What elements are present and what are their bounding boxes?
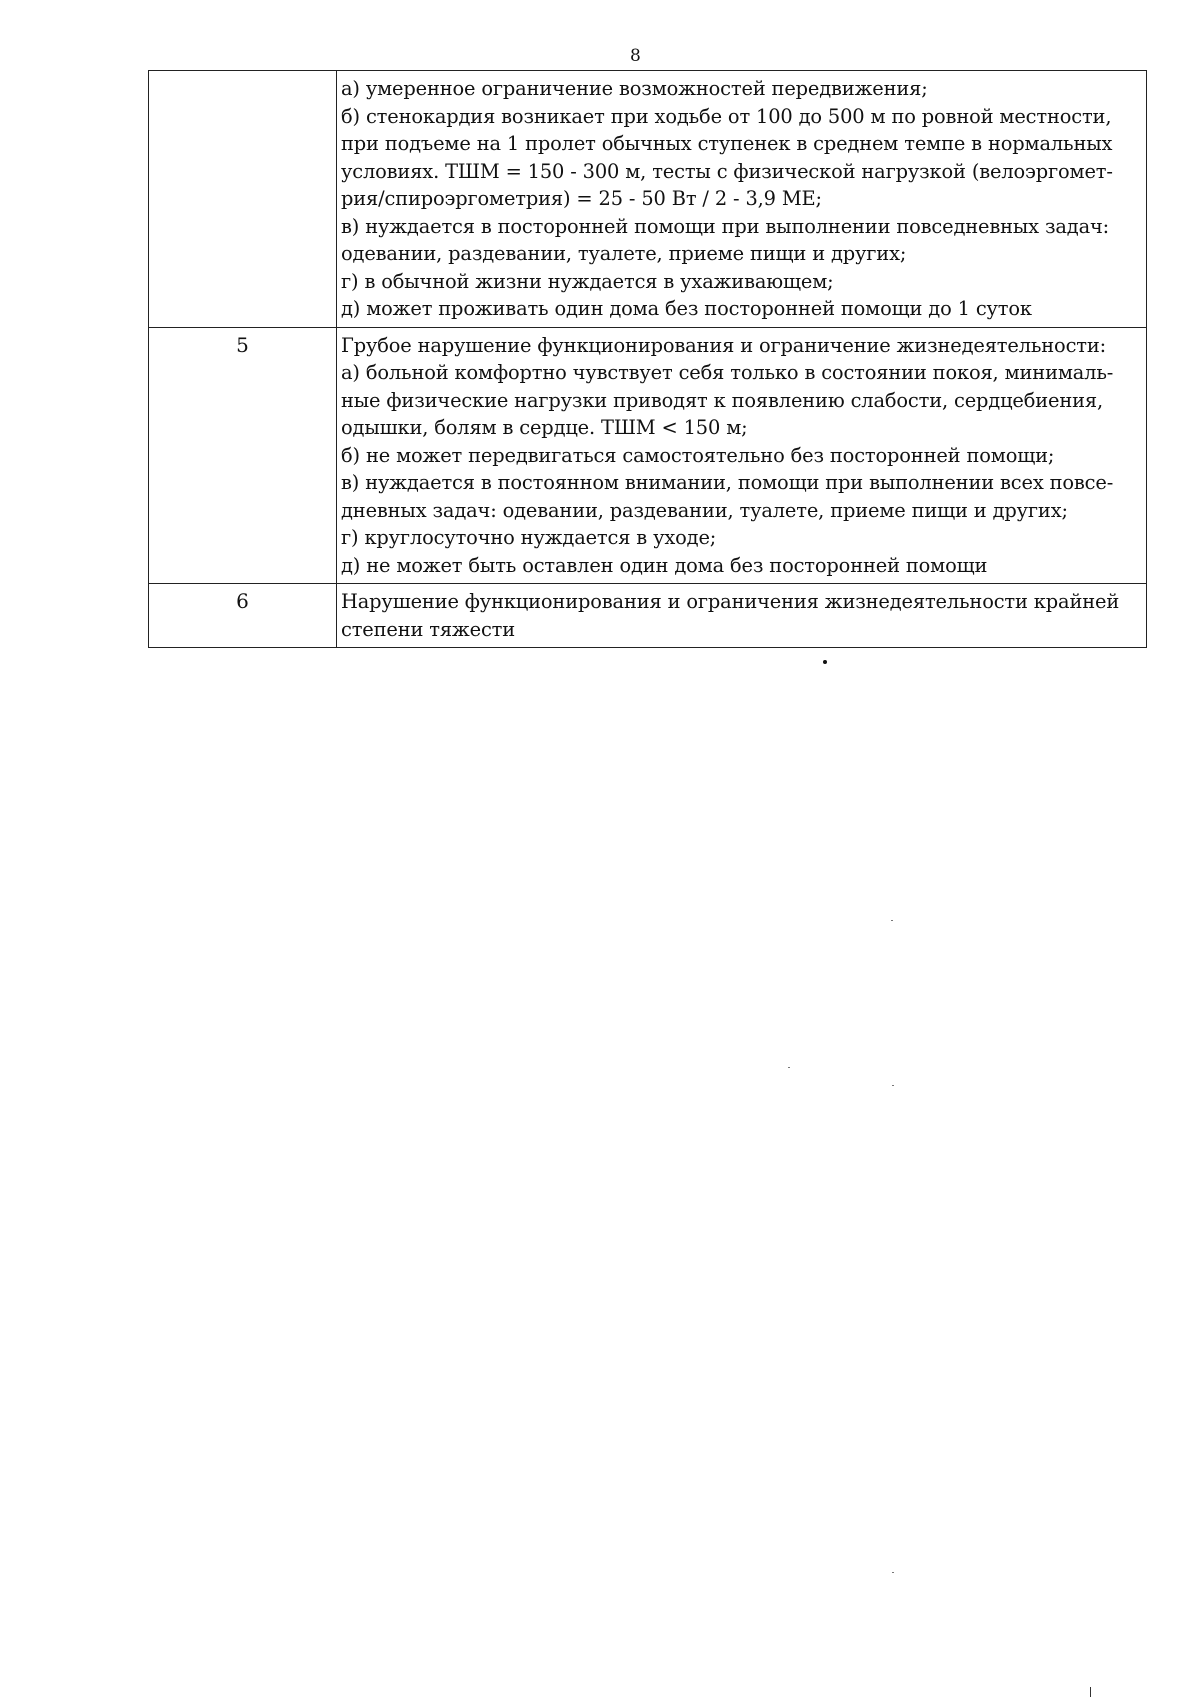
description-line: д) может проживать один дома без посторонней помощи до 1 суток	[341, 297, 1032, 320]
row-number-cell	[149, 71, 337, 328]
description-line: д) не может быть оставлен один дома без посторонней помощи	[341, 553, 988, 577]
description-line: б) не может передвигаться самостоятельно без посторонней помощи;	[341, 443, 1055, 467]
description-line: одевании, раздевании, туалете, приеме пищи и других;	[341, 242, 907, 265]
description-line: ные физические нагрузки приводят к появлению слабости, сердцебиения,	[341, 388, 1103, 412]
page-number: 8	[630, 46, 641, 66]
description-line: рия/спироэргометрия) = 25 - 50 Вт / 2 - 3,9 МЕ;	[341, 187, 822, 210]
description-line: а) умеренное ограничение возможностей передвижения;	[341, 77, 928, 100]
scan-speck	[788, 1067, 790, 1068]
table-row	[149, 584, 1147, 648]
table-row	[149, 327, 1147, 584]
description-line: дневных задач: одевании, раздевании, туалете, приеме пищи и других;	[341, 498, 1068, 522]
description-line: Нарушение функционирования и ограничения жизнедеятельности крайней	[341, 590, 1120, 613]
table-row	[149, 71, 1147, 328]
row-description-cell	[337, 327, 1147, 584]
row-description-cell	[337, 584, 1147, 648]
scan-speck	[892, 1085, 894, 1086]
scan-speck	[891, 920, 893, 921]
description-line: степени тяжести	[341, 617, 516, 641]
row-number-cell: 6	[149, 584, 337, 648]
description-line: б) стенокардия возникает при ходьбе от 100 до 500 м по ровной местности,	[341, 104, 1112, 128]
description-line: Грубое нарушение функционирования и ограничение жизнедеятельности:	[341, 333, 1107, 357]
description-line: г) в обычной жизни нуждается в ухаживающем;	[341, 269, 834, 293]
description-line: при подъеме на 1 пролет обычных ступенек в среднем темпе в нормальных	[341, 132, 1113, 155]
description-line: одышки, болям в сердце. ТШМ < 150 м;	[341, 416, 748, 439]
description-line: в) нуждается в посторонней помощи при выполнении повседневных задач:	[341, 214, 1110, 238]
description-line: условиях. ТШМ = 150 - 300 м, тесты с физической нагрузкой (велоэргомет-	[341, 159, 1113, 183]
scan-speck	[892, 1572, 894, 1573]
row-number-cell: 5	[149, 327, 337, 584]
description-line: в) нуждается в постоянном внимании, помощи при выполнении всех повсе-	[341, 471, 1114, 494]
scan-edge-mark	[1090, 1687, 1091, 1697]
row-description-cell	[337, 71, 1147, 328]
description-line: а) больной комфортно чувствует себя только в состоянии покоя, минималь-	[341, 361, 1114, 384]
description-line: г) круглосуточно нуждается в уходе;	[341, 526, 717, 549]
severity-table	[148, 70, 1147, 648]
scan-dot-mark	[823, 660, 827, 664]
